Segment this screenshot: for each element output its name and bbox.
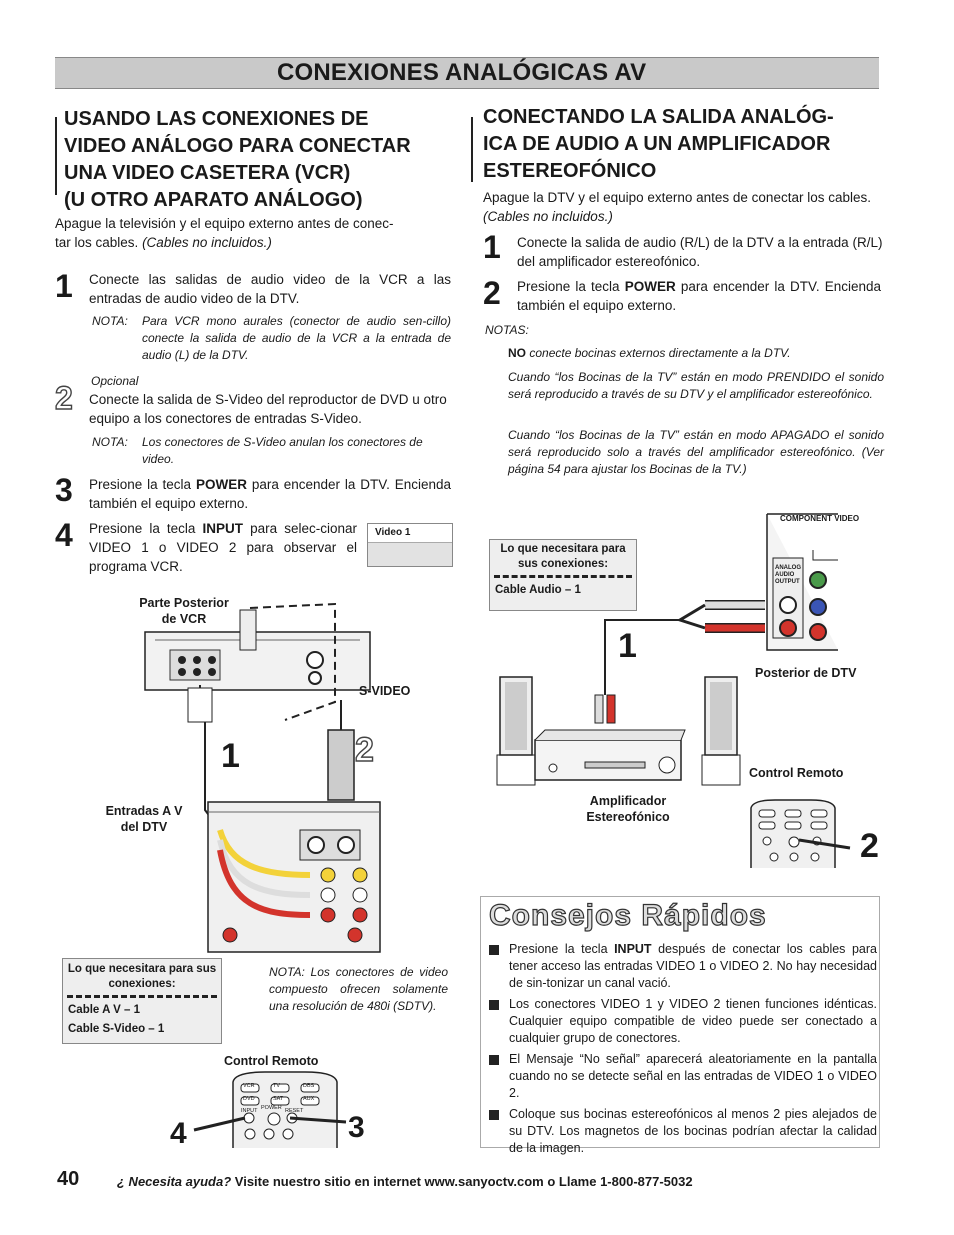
heading-rule-left xyxy=(55,117,57,195)
left-heading xyxy=(64,106,464,214)
step-3-number: 3 xyxy=(55,472,73,508)
nota-1 xyxy=(508,345,884,362)
page-number: 40 xyxy=(57,1168,80,1190)
right-callout-1: 1 xyxy=(618,627,637,665)
note-1-label: NOTA: xyxy=(92,314,128,328)
right-intro-text: Apague la DTV y el equipo externo antes de conectar los cables. xyxy=(483,190,871,205)
right-intro-italic: (Cables no incluidos.) xyxy=(483,209,613,224)
tip-pre: Presione la tecla xyxy=(509,942,608,956)
screen-label: Video 1 xyxy=(375,527,411,538)
right-step-1-number: 1 xyxy=(483,229,501,265)
bullet-icon xyxy=(489,945,499,955)
remote-btn-label: RESET xyxy=(285,1108,304,1114)
callout-arrow-right xyxy=(795,820,855,850)
nota-1-bold: NO xyxy=(508,346,526,360)
needs-item: Cable Audio – 1 xyxy=(495,584,581,596)
remote-btn-label: SAT xyxy=(273,1096,284,1102)
page-title: CONEXIONES ANALÓGICAS AV xyxy=(277,59,647,86)
tip-text xyxy=(509,941,877,992)
right-intro xyxy=(483,188,881,226)
component-video-label: COMPONENT VIDEO xyxy=(780,514,860,523)
right-step-2-key: POWER xyxy=(624,279,676,294)
help-italic: ¿ Necesita ayuda? xyxy=(117,1174,232,1189)
remote-btn-label: TV xyxy=(273,1083,281,1089)
svideo-plug xyxy=(328,730,354,800)
left-heading-line: VIDEO ANÁLOGO PARA CONECTAR xyxy=(64,135,411,157)
note-3: NOTA: Los conectores de video compuesto ofrecen solamente una resolución de 480i (SDTV). xyxy=(269,965,448,1013)
nota-3: Cuando “los Bocinas de la TV” están en modo APAGADO el sonido será reproducido solo a través del amplificador estereofónico. (Ver página 54 para ajustar los Bocinas de la TV.) xyxy=(508,428,884,476)
tip-post: después de conectar los cables para tener acceso las entradas VIDEO 1 o VIDEO 2. No hay necesidad de sin-tonizar un canal vació. xyxy=(509,942,877,990)
step-2-text: Conecte la salida de S-Video del reproductor de DVD u otro equipo a los conectores de entradas S-Video. xyxy=(89,392,447,426)
left-heading-line: (U OTRO APARATO ANÁLOGO) xyxy=(64,189,363,211)
bullet-icon xyxy=(489,1110,499,1120)
left-intro xyxy=(55,214,453,252)
right-step-2-number: 2 xyxy=(483,275,501,311)
remote-label-right: Control Remoto xyxy=(749,766,844,780)
dtv-back-label: Posterior de DTV xyxy=(755,666,857,680)
section-header-bar xyxy=(55,57,879,89)
tip-item xyxy=(489,1106,877,1157)
quick-tips-box xyxy=(480,896,880,1155)
remote-btn-label: VCR xyxy=(243,1083,255,1089)
step-3-post: para encender la DTV. Encienda también el equipo externo. xyxy=(89,477,451,511)
vcr-label: Parte Posterior de VCR xyxy=(139,596,229,626)
amplifier xyxy=(535,740,681,780)
needs-item: Cable S-Video – 1 xyxy=(68,1023,165,1035)
step-1-text: Conecte las salidas de audio video de la VCR a las entradas de audio video de la DTV. xyxy=(89,272,451,306)
bullet-icon xyxy=(489,1000,499,1010)
nota-2: Cuando “los Bocinas de la TV” están en modo PRENDIDO el sonido será reproducido a través de su DTV y el amplificador estereofónico. xyxy=(508,370,884,401)
tip-item xyxy=(489,1051,877,1102)
left-intro-line: tar los cables. xyxy=(55,235,139,250)
needs-box-left xyxy=(62,958,222,1044)
right-heading-line: CONECTANDO LA SALIDA ANALÓG- xyxy=(483,106,834,128)
right-step-1-text: Conecte la salida de audio (R/L) de la DTV a la entrada (R/L) del amplificador estereofónico. xyxy=(517,235,883,269)
callout-2: 2 xyxy=(355,731,374,769)
note-2-text: Los conectores de S-Video anulan los conectores de video. xyxy=(142,435,423,466)
notas-label: NOTAS: xyxy=(485,323,529,337)
step-2-number: 2 xyxy=(55,380,73,416)
remote-label-left: Control Remoto xyxy=(224,1054,319,1068)
needs-item: Cable A V – 1 xyxy=(68,1004,141,1016)
left-heading-line: USANDO LAS CONEXIONES DE xyxy=(64,108,369,130)
remote-btn-label: DBS xyxy=(303,1083,315,1089)
tip-key: INPUT xyxy=(614,942,652,956)
audio-cable xyxy=(605,620,680,695)
needs-box-divider xyxy=(67,995,217,998)
right-callout-2: 2 xyxy=(860,827,879,865)
step-2-optional: Opcional xyxy=(91,374,139,388)
nota-1-text: conecte bocinas externos directamente a la DTV. xyxy=(529,346,791,360)
step-4-text xyxy=(89,519,357,576)
step-3-key: POWER xyxy=(195,477,247,492)
screen-preview xyxy=(367,523,453,567)
note-2 xyxy=(92,434,451,468)
analog-audio-label: ANALOG AUDIO OUTPUT xyxy=(775,565,801,585)
right-step-2-pre: Presione la tecla xyxy=(517,279,620,294)
callout-3: 3 xyxy=(348,1111,365,1144)
tip-item xyxy=(489,941,877,992)
remote-btn-label: DVD xyxy=(243,1096,255,1102)
help-footer xyxy=(117,1174,693,1189)
remote-btn-label: INPUT xyxy=(241,1108,258,1114)
step-4-key: INPUT xyxy=(202,521,244,536)
callout-4: 4 xyxy=(170,1117,187,1150)
remote-btn-label: POWER xyxy=(261,1105,282,1111)
right-heading-line: ESTEREOFÓNICO xyxy=(483,160,657,182)
left-intro-line: Apague la televisión y el equipo externo antes de conec- xyxy=(55,216,394,231)
quick-tips-title: Consejos Rápidos xyxy=(489,899,767,932)
needs-box-title: Lo que necesitara para sus conexiones: xyxy=(67,963,217,990)
callout-arrows-left xyxy=(190,1110,350,1140)
vcr-connection-diagram xyxy=(60,590,460,960)
svideo-label: S-VIDEO xyxy=(359,684,411,698)
tip-text: Coloque sus bocinas estereofónicos al menos 2 pies alejados de su DTV. Los magnetos de los bocinas podrían afectar la calidad de la imagen. xyxy=(509,1107,877,1155)
right-step-2-post: para encender la DTV. Encienda también el equipo externo. xyxy=(517,279,881,313)
tip-item xyxy=(489,996,877,1047)
amplifier-connection-diagram xyxy=(495,510,855,800)
remote-btn-label: AUX xyxy=(303,1096,315,1102)
note-1 xyxy=(92,313,451,364)
left-heading-line: UNA VIDEO CASETERA (VCR) xyxy=(64,162,351,184)
step-1-number: 1 xyxy=(55,268,73,304)
right-heading-line: ICA DE AUDIO A UN AMPLIFICADOR xyxy=(483,133,831,155)
step-3-pre: Presione la tecla xyxy=(89,477,192,492)
step-4-post: para selec-cionar VIDEO 1 o VIDEO 2 para observar el programa VCR. xyxy=(89,521,357,574)
help-text: Visite nuestro sitio en internet www.sanyoctv.com o Llame 1-800-877-5032 xyxy=(234,1174,693,1189)
dtv-inputs-label: Entradas A V del DTV xyxy=(105,804,183,834)
step-3-text xyxy=(89,475,451,513)
heading-rule-right xyxy=(471,117,473,182)
bullet-icon xyxy=(489,1055,499,1065)
note-1-text: Para VCR mono aurales (conector de audio sen-cillo) conecte la salida de audio de la VCR a la entrada de audio (L) de la DTV. xyxy=(142,314,451,362)
note-2-label: NOTA: xyxy=(92,435,128,449)
step-4-pre: Presione la tecla xyxy=(89,521,196,536)
quick-tips-list xyxy=(489,941,877,1157)
needs-box-title: Lo que necesitara para sus conexiones: xyxy=(500,543,626,570)
tip-text: Los conectores VIDEO 1 y VIDEO 2 tienen funciones idénticas. Cualquier equipo compatible de video puede ser conectado a cualquier grupo de conectores. xyxy=(509,997,877,1045)
step-4-number: 4 xyxy=(55,517,73,553)
left-intro-italic: (Cables no incluidos.) xyxy=(142,235,272,250)
amplifier-label: Amplificador Estereofónico xyxy=(586,794,670,824)
right-heading xyxy=(483,104,883,185)
right-step-2-text xyxy=(517,277,881,315)
callout-1: 1 xyxy=(221,737,240,775)
tip-text: El Mensaje “No señal” aparecerá aleatoriamente en la pantalla cuando no se detecte señal en las entradas de VIDEO 1 o VIDEO 2. xyxy=(509,1052,877,1100)
